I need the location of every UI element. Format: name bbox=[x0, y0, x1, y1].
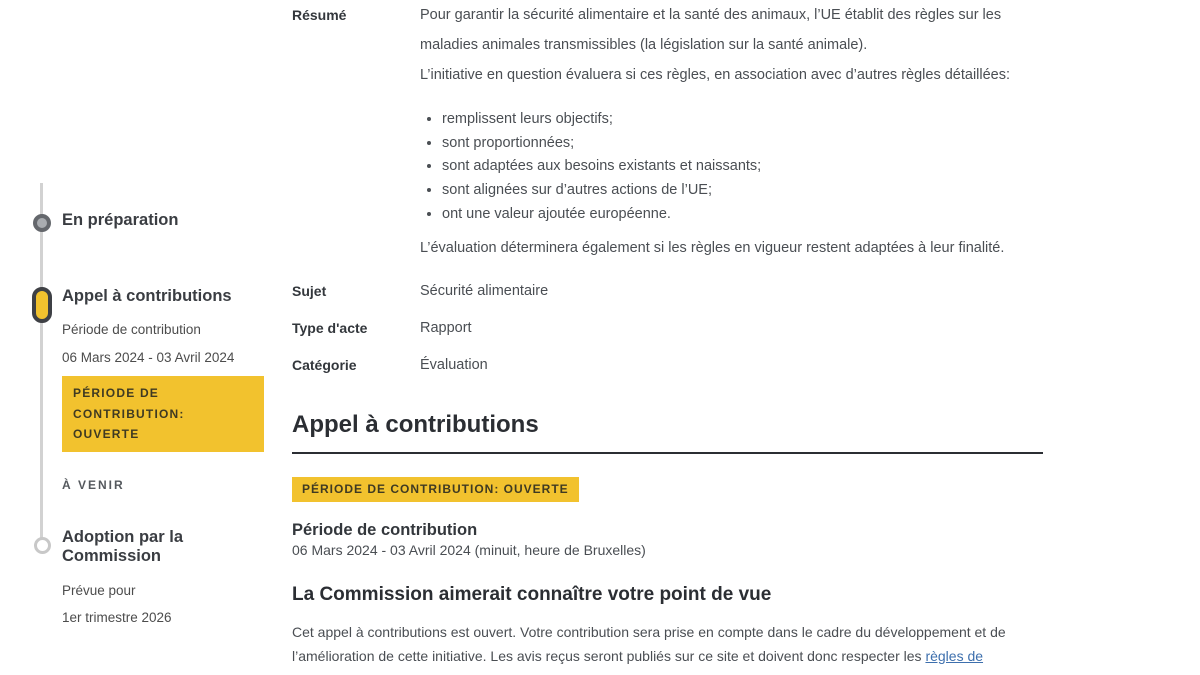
timeline-step-adoption-dates: 1er trimestre 2026 bbox=[62, 610, 172, 625]
summary-paragraph-2: L’initiative en question évaluera si ces règles, en association avec d’autres règles détaillées: bbox=[420, 67, 1011, 83]
timeline-status-badge-text: PÉRIODE DE CONTRIBUTION: OUVERTE bbox=[73, 386, 185, 441]
initiative-details bbox=[292, 0, 1043, 668]
summary-label: Résumé bbox=[292, 7, 347, 23]
feedback-rules-link[interactable]: règles de bbox=[925, 647, 984, 664]
field-value-sujet: Sécurité alimentaire bbox=[420, 282, 549, 299]
feedback-heading: La Commission aimerait connaître votre point de vue bbox=[292, 583, 772, 605]
summary-bullet-list bbox=[420, 108, 1043, 227]
feedback-paragraph bbox=[292, 620, 1032, 668]
timeline-line bbox=[40, 183, 43, 545]
status-badge: PÉRIODE DE CONTRIBUTION: OUVERTE bbox=[292, 477, 579, 502]
summary-bullet: • remplissent leurs objectifs; bbox=[442, 108, 1043, 132]
timeline-step-en-preparation: En préparation bbox=[62, 211, 179, 229]
timeline-step-period-label: Période de contribution bbox=[62, 322, 201, 337]
summary-bullet: • sont adaptées aux besoins existants et naissants; bbox=[442, 155, 1043, 179]
timeline-status-badge bbox=[62, 376, 264, 452]
summary-paragraph-1: Pour garantir la sécurité alimentaire et la santé des animaux, l’UE établit des règles sur les maladies animales transmissibles (la législation sur la santé animale). bbox=[420, 7, 1002, 53]
timeline-step-appel-contributions: Appel à contributions bbox=[62, 287, 232, 305]
summary-bullet: • ont une valeur ajoutée européenne. bbox=[442, 203, 1043, 227]
timeline-node-done-icon bbox=[33, 214, 51, 232]
contribution-period-dates: 06 Mars 2024 - 03 Avril 2024 (minuit, heure de Bruxelles) bbox=[292, 541, 646, 558]
timeline-step-period-dates: 06 Mars 2024 - 03 Avril 2024 bbox=[62, 350, 235, 365]
field-label-categorie: Catégorie bbox=[292, 356, 357, 373]
timeline-step-adoption-sublabel: Prévue pour bbox=[62, 583, 136, 598]
status-badge-wrap bbox=[292, 477, 1043, 502]
timeline-step-adoption: Adoption par la Commission bbox=[62, 528, 183, 565]
summary-bullet: • sont alignées sur d’autres actions de l’UE; bbox=[442, 179, 1043, 203]
field-value-type-acte: Rapport bbox=[420, 319, 472, 336]
field-row-type-acte bbox=[292, 318, 1043, 339]
field-value-categorie: Évaluation bbox=[420, 356, 488, 373]
summary-bullet: • sont proportionnées; bbox=[442, 132, 1043, 156]
summary-closing: L’évaluation déterminera également si les règles en vigueur restent adaptées à leur finalité. bbox=[420, 239, 1005, 256]
timeline-upcoming-label: À VENIR bbox=[62, 478, 125, 492]
summary-content bbox=[420, 0, 1043, 263]
field-row-categorie bbox=[292, 355, 1043, 376]
field-label-type-acte: Type d'acte bbox=[292, 319, 368, 336]
metadata-fields bbox=[292, 281, 1043, 376]
timeline-node-future-icon bbox=[34, 537, 51, 554]
call-for-evidence-heading: Appel à contributions bbox=[292, 410, 1043, 454]
field-row-sujet bbox=[292, 281, 1043, 302]
contribution-period-heading: Période de contribution bbox=[292, 520, 478, 539]
field-label-sujet: Sujet bbox=[292, 282, 327, 299]
feedback-text: Cet appel à contributions est ouvert. Votre contribution sera prise en compte dans le cadre du développement et de l’amélioration de cette initiative. Les avis reçus seront publiés sur ce site et doivent donc respecter les bbox=[292, 623, 1006, 664]
summary-row bbox=[292, 0, 1043, 263]
timeline-node-active-icon bbox=[32, 287, 52, 323]
